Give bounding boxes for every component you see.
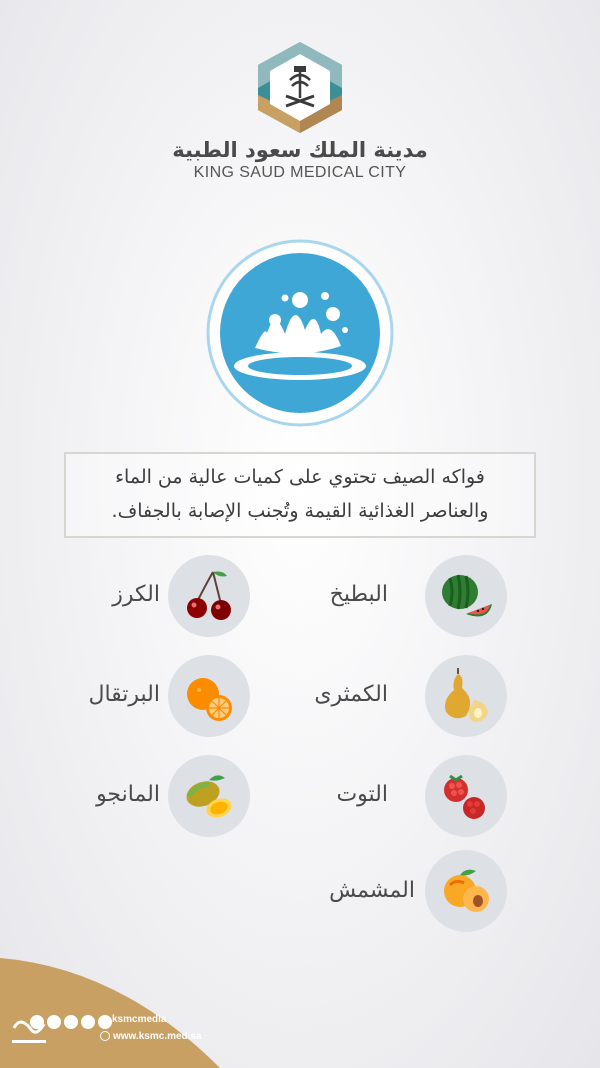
mango-icon bbox=[179, 766, 239, 826]
pear-circle bbox=[425, 655, 507, 737]
website-text: www.ksmc.med.sa bbox=[113, 1031, 202, 1042]
fruit-label-apricot: المشمش bbox=[329, 878, 415, 903]
raspberry-icon bbox=[436, 766, 496, 826]
raspberry-circle bbox=[425, 755, 507, 837]
cherry-circle bbox=[168, 555, 250, 637]
org-name-arabic: مدينة الملك سعود الطبية bbox=[172, 138, 428, 162]
social-handle[interactable]: ksmcmedia bbox=[112, 1014, 167, 1025]
social-icons bbox=[30, 1015, 112, 1029]
fruit-label-orange: البرتقال bbox=[88, 682, 160, 707]
website-link[interactable] bbox=[100, 1031, 202, 1042]
pear-icon bbox=[436, 666, 496, 726]
twitter-icon[interactable] bbox=[64, 1015, 78, 1029]
watermelon-icon bbox=[436, 566, 496, 626]
fruit-label-cherry: الكرز bbox=[112, 582, 160, 607]
water-splash-icon bbox=[205, 238, 395, 428]
mango-circle bbox=[168, 755, 250, 837]
watermelon-circle bbox=[425, 555, 507, 637]
snapchat-icon[interactable] bbox=[98, 1015, 112, 1029]
fruit-label-watermelon: البطيخ bbox=[329, 582, 388, 607]
globe-icon bbox=[100, 1031, 110, 1041]
footer-banner bbox=[0, 958, 220, 1068]
orange-icon bbox=[179, 666, 239, 726]
apricot-circle bbox=[425, 850, 507, 932]
org-name-english: KING SAUD MEDICAL CITY bbox=[193, 164, 407, 181]
fruit-label-pear: الكمثرى bbox=[314, 682, 388, 707]
fruit-label-raspberry: التوت bbox=[336, 782, 388, 807]
fruit-label-mango: المانجو bbox=[96, 782, 160, 807]
intro-text-box bbox=[64, 452, 536, 538]
intro-line-2: والعناصر الغذائية القيمة وتُجنب الإصابة بالجفاف. bbox=[111, 500, 489, 522]
cherry-icon bbox=[179, 566, 239, 626]
facebook-icon[interactable] bbox=[47, 1015, 61, 1029]
ksmc-logo bbox=[250, 40, 350, 135]
intro-line-1: فواكه الصيف تحتوي على كميات عالية من الماء bbox=[115, 466, 485, 488]
apricot-icon bbox=[436, 861, 496, 921]
orange-circle bbox=[168, 655, 250, 737]
instagram-icon[interactable] bbox=[81, 1015, 95, 1029]
youtube-icon[interactable] bbox=[30, 1015, 44, 1029]
